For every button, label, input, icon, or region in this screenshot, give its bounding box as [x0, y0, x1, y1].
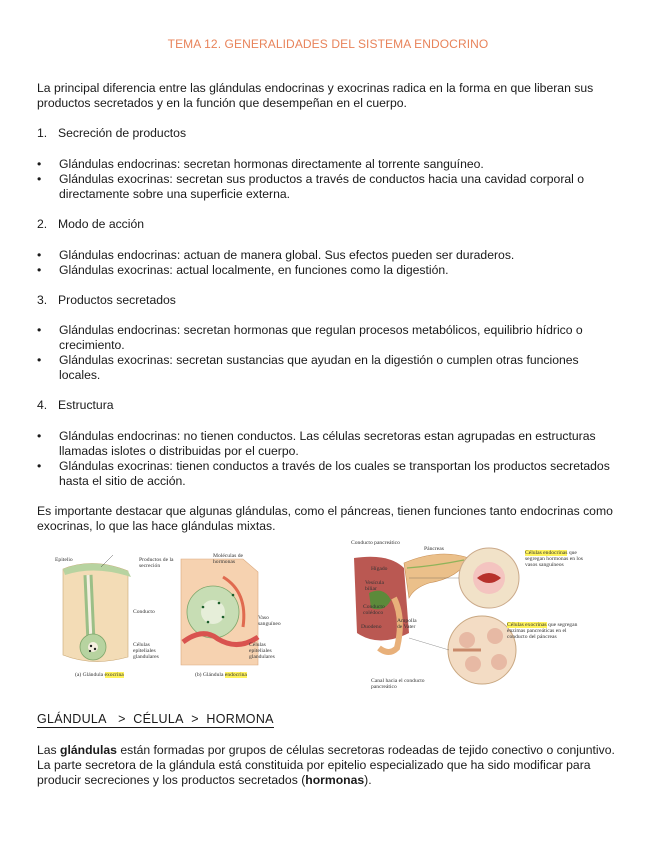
exocrine-desc: que segregan enzimas pancreáticas en el conducto del páncreas — [507, 622, 578, 640]
label-conducto: Conducto — [133, 609, 155, 615]
section-title: Estructura — [58, 398, 114, 412]
label-pancreas: Páncreas — [424, 546, 444, 552]
closing-text-1: Las — [37, 743, 61, 757]
list-item-text: Glándulas endocrinas: no tienen conductos. Las células secretoras estan agrupadas en estructuras llamadas islotes o distribuidas por el cuerpo. — [59, 429, 596, 458]
bullet-icon: • — [37, 323, 42, 337]
list-item — [37, 459, 621, 489]
gland-cell-hormone-heading — [37, 712, 274, 727]
flow-separator: > — [118, 712, 126, 726]
list-item — [37, 429, 621, 459]
closing-text-2: están formadas por grupos de células secretoras rodeadas de tejido conectivo o conjuntivo. La parte secretora de la glándula está constituida por epitelio especializado que ha sido modificar para producir secreciones y los productos secretados ( — [37, 743, 615, 787]
list-item-text: Glándulas endocrinas: secretan hormonas directamente al torrente sanguíneo. — [59, 157, 484, 171]
label-vaso: Vaso sanguíneo — [258, 615, 281, 627]
section-title: Productos secretados — [58, 293, 176, 307]
intro-paragraph: La principal diferencia entre las glándulas endocrinas y exocrinas radica en la forma en que liberan sus productos secretados y en la función que desempeñan en el cuerpo. — [37, 81, 594, 110]
flow-hormone: HORMONA — [206, 712, 274, 726]
flow-gland: GLÁNDULA — [37, 712, 107, 726]
page-title: TEMA 12. GENERALIDADES DEL SISTEMA ENDOCRINO — [167, 37, 489, 51]
label-celulas-endocrinas — [525, 550, 587, 568]
flow-line — [37, 712, 274, 728]
flow-cell: CÉLULA — [133, 712, 184, 726]
list-item — [37, 248, 621, 263]
closing-paragraph — [37, 743, 621, 788]
pancreas-diagram-figure — [349, 538, 589, 698]
label-duodeno: Duodeno — [361, 624, 382, 630]
section-number: 3. — [37, 293, 48, 307]
label-canal: Canal hacia el conducto pancreático — [371, 678, 425, 690]
bullet-icon: • — [37, 263, 42, 277]
gland-diagram-figure — [53, 547, 283, 692]
caption-b-highlight: endocrina — [224, 672, 247, 678]
label-conducto-pancreatico: Conducto pancreático — [351, 540, 400, 546]
flow-separator: > — [191, 712, 199, 726]
bullet-icon: • — [37, 429, 42, 443]
label-ampolla: Ampolla de Vater — [397, 618, 417, 630]
section-title: Modo de acción — [58, 217, 145, 231]
label-celulas-b: Células epiteliales glandulares — [249, 642, 275, 660]
endocrine-title: Células endocrinas — [525, 550, 568, 556]
label-vesicula: Vesícula biliar — [365, 580, 384, 592]
bullet-icon: • — [37, 248, 42, 262]
list-item — [37, 353, 621, 383]
list-item — [37, 263, 621, 278]
bullet-icon: • — [37, 459, 42, 473]
list-item — [37, 172, 621, 202]
closing-bold-glandulas: glándulas — [60, 743, 117, 757]
caption-b-prefix: (b) Glándula — [195, 672, 224, 678]
closing-text-3: ). — [364, 773, 372, 787]
bullet-icon: • — [37, 157, 42, 171]
bullet-icon: • — [37, 353, 42, 367]
label-productos: Productos de la secreción — [139, 557, 174, 569]
section-number: 1. — [37, 126, 48, 140]
section-number: 2. — [37, 217, 48, 231]
label-higado: Hígado — [371, 566, 388, 572]
list-item-text: Glándulas exocrinas: secretan sustancias que ayudan en la digestión o cumplen otras funciones locales. — [59, 353, 579, 382]
section-number: 4. — [37, 398, 48, 412]
endocrine-desc: que segregan hormonas en los vasos sanguíneos — [525, 550, 583, 568]
exocrine-title: Células exocrinas — [507, 622, 547, 628]
label-conducto-coledoco: Conducto colédoco — [363, 604, 385, 616]
label-moleculas: Moléculas de hormonas — [213, 553, 243, 565]
list-item-text: Glándulas endocrinas: actuan de manera global. Sus efectos pueden ser duraderos. — [59, 248, 515, 262]
mixed-gland-note: Es importante destacar que algunas glándulas, como el páncreas, tienen funciones tanto endocrinas como exocrinas, lo que las hace glándulas mixtas. — [37, 504, 613, 533]
label-epitelio: Epitelio — [55, 557, 73, 563]
list-item-text: Glándulas exocrinas: actual localmente, en funciones como la digestión. — [59, 263, 449, 277]
section-2-heading — [37, 217, 144, 232]
list-item-text: Glándulas endocrinas: secretan hormonas que regulan procesos metabólicos, equilibrio hídrico o crecimiento. — [59, 323, 583, 352]
caption-a — [75, 672, 124, 678]
caption-a-highlight: exocrina — [104, 672, 124, 678]
section-4-heading — [37, 398, 114, 413]
section-3-heading — [37, 293, 176, 308]
label-celulas-exocrinas — [507, 622, 587, 640]
list-item-text: Glándulas exocrinas: tienen conductos a través de los cuales se transportan los productos secretados hasta el sitio de acción. — [59, 459, 610, 488]
caption-b — [195, 672, 247, 678]
label-celulas-a: Células epiteliales glandulares — [133, 642, 159, 660]
section-title: Secreción de productos — [58, 126, 187, 140]
list-item — [37, 323, 621, 353]
caption-a-prefix: (a) Glándula — [75, 672, 104, 678]
bullet-icon: • — [37, 172, 42, 186]
closing-bold-hormonas: hormonas — [305, 773, 365, 787]
list-item-text: Glándulas exocrinas: secretan sus productos a través de conductos hacia una cavidad corporal o directamente sobre una superficie externa. — [59, 172, 585, 201]
list-item — [37, 157, 621, 172]
section-1-heading — [37, 126, 186, 141]
